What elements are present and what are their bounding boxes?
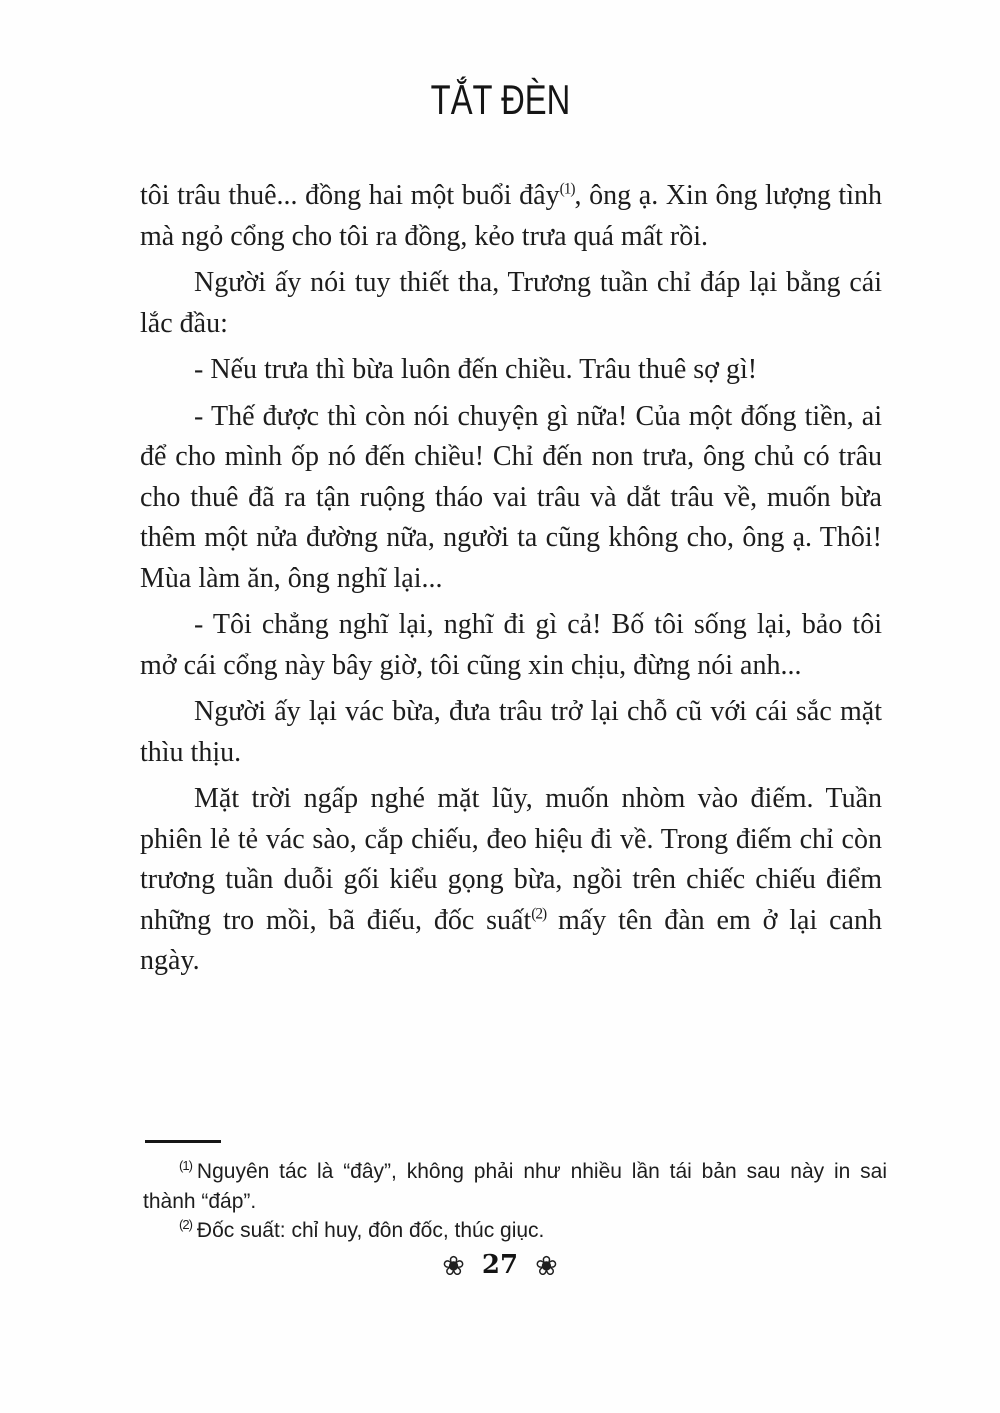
paragraph-text: mấy tên đàn em ở lại canh ngày. bbox=[140, 904, 882, 976]
paragraph bbox=[140, 176, 882, 257]
paragraph: Người ấy lại vác bừa, đưa trâu trở lại chỗ cũ với cái sắc mặt thìu thịu. bbox=[140, 696, 882, 768]
footnote-marker: (1) bbox=[179, 1158, 192, 1173]
paragraph-text: tôi trâu thuê... đồng hai một buổi đây bbox=[140, 180, 560, 211]
paragraph-text: , ông ạ. Xin ông lượng tình mà ngỏ cổng cho tôi ra đồng, kẻo trưa quá mất rồi. bbox=[140, 180, 882, 252]
footnote-ref-1: (1) bbox=[559, 180, 575, 198]
page-footer bbox=[0, 1250, 1000, 1282]
paragraph-text: Mặt trời ngấp nghé mặt lũy, muốn nhòm vào điếm. Tuần phiên lẻ tẻ vác sào, cắp chiếu, đeo hiệu đi về. Trong điếm chỉ còn trương tuần duỗi gối kiểu gọng bừa, ngồi trên chiếc chiếu điểm những tro mồi, bã điếu, đốc suất bbox=[140, 783, 882, 936]
page-number: 27 bbox=[481, 1250, 519, 1280]
footnotes-section bbox=[143, 1132, 887, 1246]
paragraph bbox=[140, 779, 882, 982]
footnote-ref-2: (2) bbox=[531, 905, 547, 923]
florette-icon: ❀ bbox=[535, 1251, 558, 1282]
florette-icon: ❀ bbox=[442, 1251, 465, 1282]
page-title bbox=[0, 76, 1000, 124]
body-text bbox=[140, 176, 882, 988]
paragraph: - Tôi chẳng nghĩ lại, nghĩ đi gì cả! Bố tôi sống lại, bảo tôi mở cái cổng này bây giờ, tôi cũng xin chịu, đừng nói anh... bbox=[140, 609, 882, 681]
paragraph: Người ấy nói tuy thiết tha, Trương tuần chỉ đáp lại bằng cái lắc đầu: bbox=[140, 267, 882, 339]
footnote-divider bbox=[145, 1140, 221, 1143]
paragraph: - Nếu trưa thì bừa luôn đến chiều. Trâu thuê sợ gì! bbox=[194, 354, 758, 385]
footnote bbox=[143, 1157, 887, 1216]
footnote-text: Nguyên tác là “đây”, không phải như nhiều lần tái bản sau này in sai thành “đáp”. bbox=[143, 1160, 887, 1213]
paragraph: - Thế được thì còn nói chuyện gì nữa! Của một đống tiền, ai để cho mình ốp nó đến chiều! Chỉ đến non trưa, ông chủ có trâu cho thuê đã ra tận ruộng tháo vai trâu và dắt trâu về, muốn bừa thêm một nửa đường nữa, người ta cũng không cho, ông ạ. Thôi! Mùa làm ăn, ông nghĩ lại... bbox=[140, 400, 882, 594]
footnote-text: Đốc suất: chỉ huy, đôn đốc, thúc giục. bbox=[196, 1219, 545, 1242]
footnote bbox=[143, 1216, 887, 1246]
footnote-marker: (2) bbox=[179, 1217, 192, 1232]
page-title-text: TẮT ĐÈN bbox=[430, 76, 570, 123]
